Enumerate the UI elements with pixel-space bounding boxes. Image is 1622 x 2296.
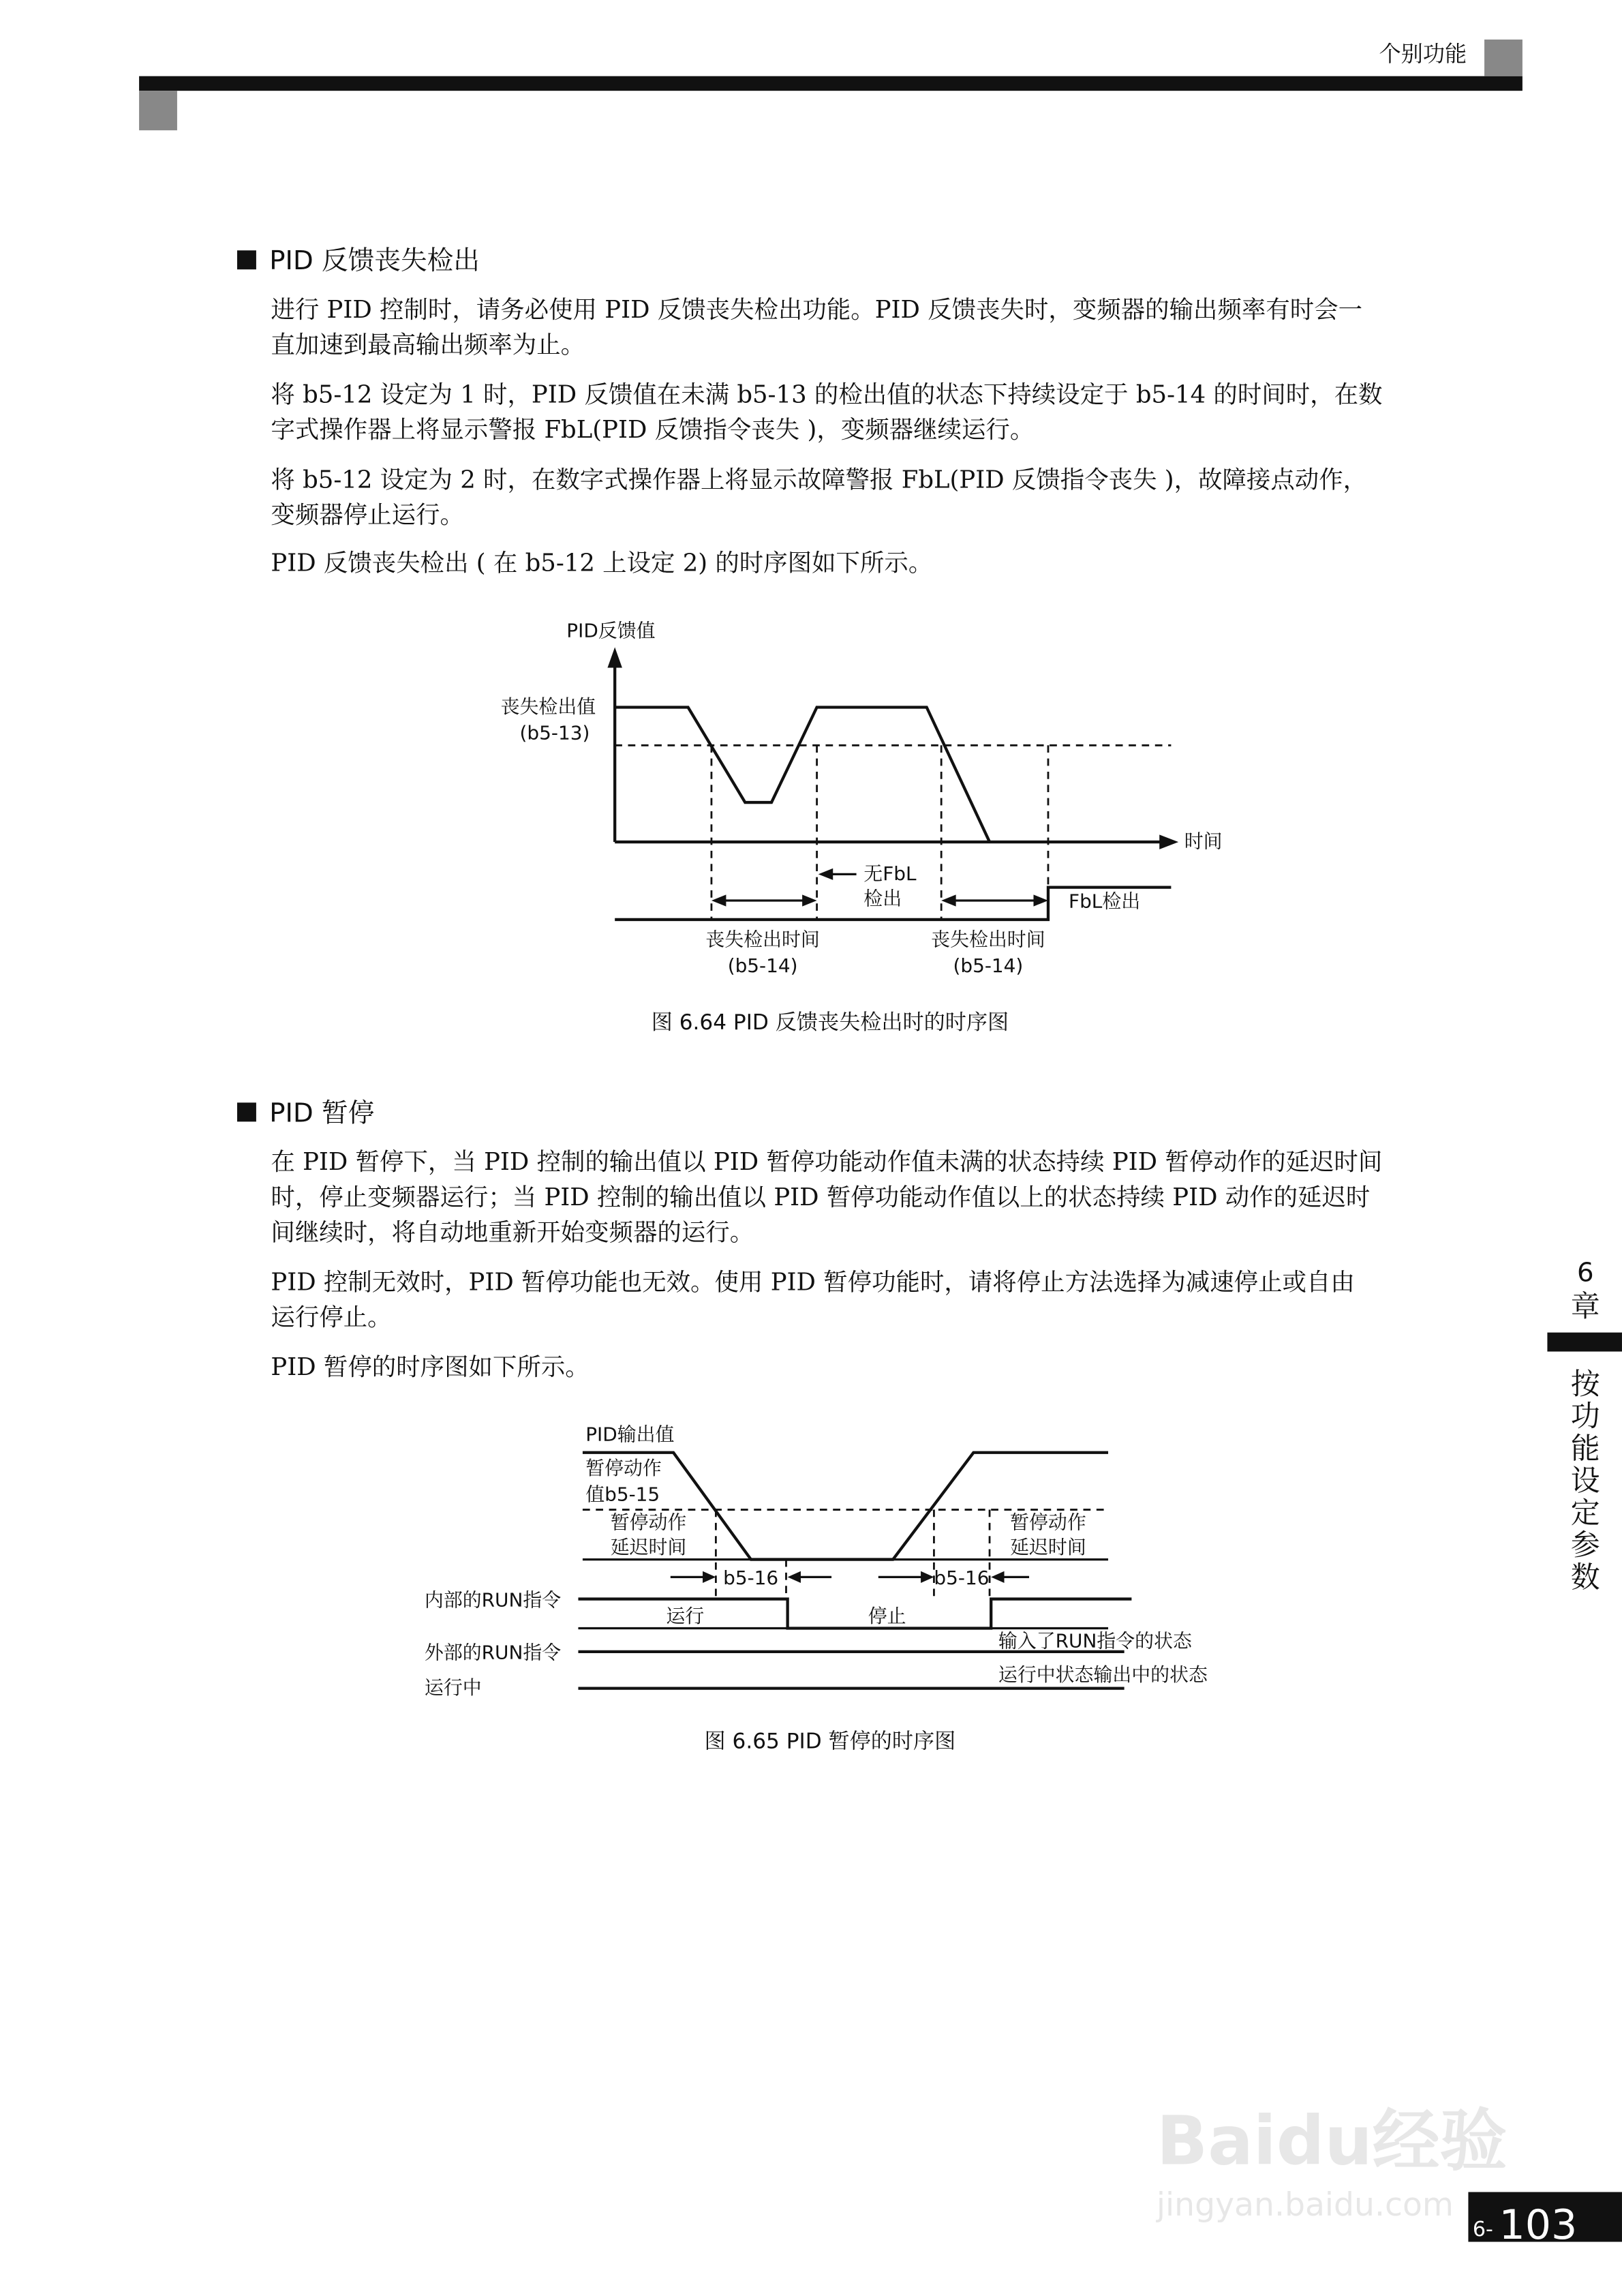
sleep-level-param: 值b5-15 <box>585 1483 660 1506</box>
figure-fbl-timing <box>501 619 1223 1035</box>
paragraph-line: PID 反馈丧失检出 ( 在 b5-12 上设定 2) 的时序图如下所示。 <box>271 549 933 577</box>
loss-time-label: 丧失检出时间 <box>705 928 820 951</box>
paragraph-line: 进行 PID 控制时，请务必使用 PID 反馈丧失检出功能。PID 反馈丧失时，变频器的输出频率有时会一 <box>271 296 1363 324</box>
level-param: (b5-13) <box>519 721 590 744</box>
figure-pid-sleep-timing <box>425 1423 1208 1754</box>
x-axis-arrow-icon <box>1159 834 1178 849</box>
loss-time-label: 丧失检出时间 <box>931 928 1045 951</box>
header-right-block <box>1484 40 1522 76</box>
arrow-head-icon <box>921 1571 934 1583</box>
section1-body <box>271 296 1382 577</box>
x-axis-label: 时间 <box>1184 830 1223 853</box>
paragraph-line: 变频器停止运行。 <box>271 500 464 529</box>
external-run-label: 外部的RUN指令 <box>424 1641 562 1664</box>
header-left-block <box>139 91 177 130</box>
fbl-detected-label: FbL检出 <box>1069 890 1141 913</box>
page-prefix: 6- <box>1472 2217 1493 2241</box>
run-label: 运行 <box>666 1604 705 1627</box>
delay-label: 延迟时间 <box>1010 1535 1086 1558</box>
duration-arrow <box>941 894 1048 906</box>
chapter-tab-bar <box>1547 1333 1622 1352</box>
bullet-square <box>237 1102 256 1121</box>
header-section-title: 个别功能 <box>1379 41 1467 67</box>
loss-time-param: (b5-14) <box>953 954 1024 978</box>
internal-run-signal <box>578 1599 1131 1629</box>
delay-label: 暂停动作 <box>1010 1511 1086 1534</box>
paragraph-line: 间继续时，将自动地重新开始变频器的运行。 <box>271 1218 754 1247</box>
watermark-logo: Baidu经验 <box>1156 2102 1508 2181</box>
page-number: 103 <box>1499 2201 1578 2250</box>
paragraph-line: 将 b5-12 设定为 1 时，PID 反馈值在未满 b5-13 的检出值的状态下持续设定于 b5-14 的时间时，在数 <box>271 380 1383 409</box>
watermark-url: jingyan.baidu.com <box>1156 2186 1454 2224</box>
chapter-number: 6 <box>1576 1257 1594 1288</box>
delay-label: 暂停动作 <box>610 1511 687 1534</box>
chapter-title-char: 参 <box>1570 1528 1600 1563</box>
sleep-level-label: 暂停动作 <box>585 1456 662 1479</box>
chapter-title-char: 设 <box>1570 1464 1600 1498</box>
arrow-head-icon <box>703 1571 716 1583</box>
loss-time-param: (b5-14) <box>727 954 798 978</box>
paragraph-line: 时，停止变频器运行；当 PID 控制的输出值以 PID 暂停功能动作值以上的状态持续 PID 动作的延迟时 <box>271 1183 1371 1211</box>
paragraph-line: 运行停止。 <box>271 1303 392 1331</box>
y-axis-arrow-icon <box>607 647 622 667</box>
paragraph-line: PID 暂停的时序图如下所示。 <box>271 1353 590 1381</box>
running-label: 运行中 <box>424 1676 482 1700</box>
section2-body <box>271 1148 1382 1381</box>
chapter-title-char: 定 <box>1570 1496 1600 1530</box>
feedback-curve <box>615 707 990 842</box>
no-fbl-label: 无FbL <box>863 862 917 885</box>
left-arrow-head-icon <box>818 868 833 880</box>
internal-run-label: 内部的RUN指令 <box>424 1588 562 1612</box>
b5-16-label: b5-16 <box>723 1567 779 1590</box>
chapter-title-char: 数 <box>1570 1560 1600 1595</box>
figure-caption: 图 6.64 PID 反馈丧失检出时的时序图 <box>651 1010 1009 1036</box>
y-axis-label: PID反馈值 <box>566 619 656 642</box>
header-bar <box>139 76 1522 91</box>
b5-16-label: b5-16 <box>934 1567 990 1590</box>
run-input-state-label: 输入了RUN指令的状态 <box>998 1629 1192 1652</box>
paragraph-line: 直加速到最高输出频率为止。 <box>271 331 585 359</box>
no-fbl-label: 检出 <box>863 887 902 910</box>
figure-caption: 图 6.65 PID 暂停的时序图 <box>704 1729 956 1754</box>
y-label: PID输出值 <box>585 1423 675 1446</box>
chapter-title-char: 能 <box>1570 1432 1600 1466</box>
paragraph-line: 在 PID 暂停下，当 PID 控制的输出值以 PID 暂停功能动作值未满的状态持续 PID 暂停动作的延迟时间 <box>271 1148 1383 1177</box>
chapter-side-tab <box>1547 1257 1622 1595</box>
baidu-watermark <box>1156 2102 1507 2224</box>
level-label: 丧失检出值 <box>500 695 596 719</box>
paragraph-line: 字式操作器上将显示警报 FbL(PID 反馈指令丧失 )，变频器继续运行。 <box>271 416 1035 444</box>
stop-label: 停止 <box>868 1604 906 1627</box>
chapter-title-char: 按 <box>1570 1367 1600 1402</box>
delay-label: 延迟时间 <box>610 1535 687 1558</box>
section-title-pid-sleep: PID 暂停 <box>269 1098 375 1129</box>
section-title-fbl: PID 反馈丧失检出 <box>269 245 480 277</box>
bullet-square <box>237 250 256 269</box>
running-output-state-label: 运行中状态输出中的状态 <box>998 1663 1208 1686</box>
duration-arrow <box>711 894 817 906</box>
paragraph-line: 将 b5-12 设定为 2 时，在数字式操作器上将显示故障警报 FbL(PID 反馈指令丧失 )，故障接点动作， <box>271 466 1368 494</box>
chapter-label: 章 <box>1570 1290 1600 1325</box>
paragraph-line: PID 控制无效时，PID 暂停功能也无效。使用 PID 暂停功能时，请将停止方法选择为减速停止或自由 <box>271 1268 1355 1297</box>
chapter-title-char: 功 <box>1570 1400 1600 1434</box>
